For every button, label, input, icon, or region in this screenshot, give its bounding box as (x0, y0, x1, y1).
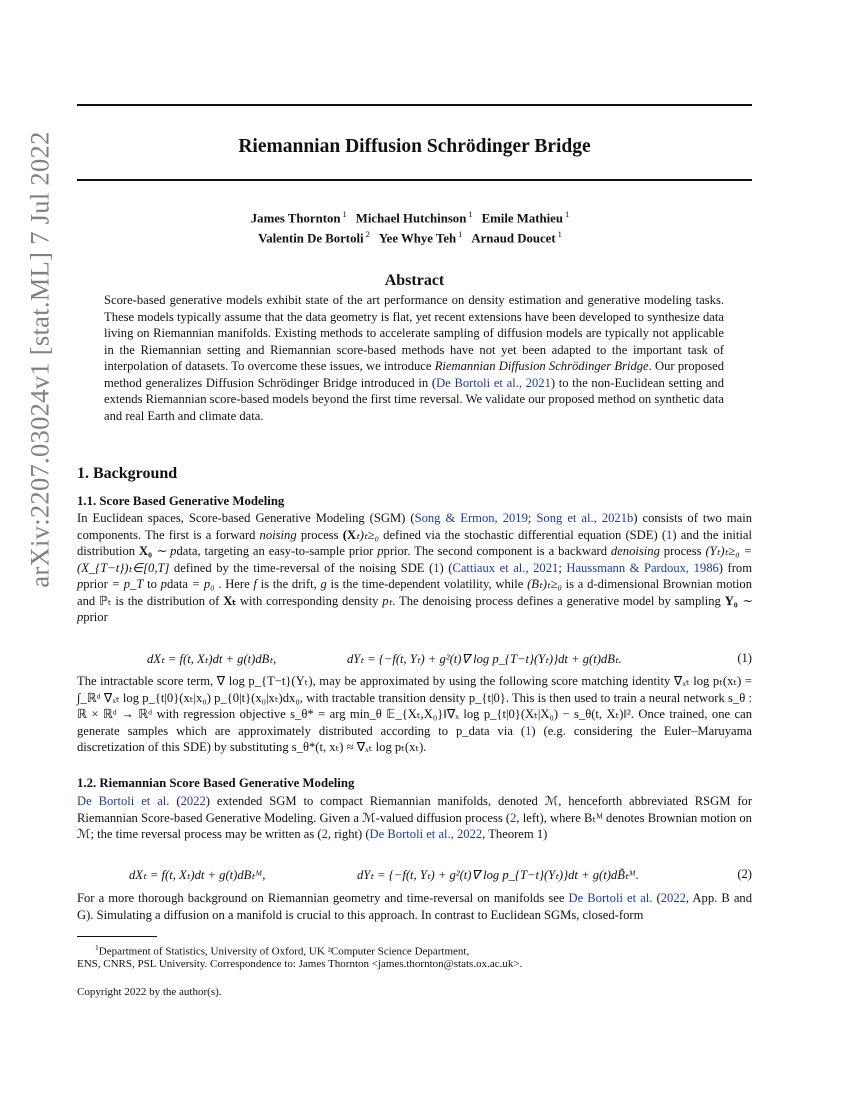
footnote-rule (77, 936, 157, 937)
citation-link[interactable]: Cattiaux et al., 2021 (452, 560, 559, 575)
author-name: Yee Whye Teh (378, 231, 457, 246)
paragraph-text: p (160, 577, 167, 592)
author-affiliation-mark: 1 (564, 209, 570, 219)
citation-link[interactable]: 1 (666, 527, 673, 542)
emphasis-text: Riemannian Diffusion Schrödinger Bridge (434, 359, 649, 374)
paragraph-text: = p₀ (187, 577, 215, 592)
paragraph-text: prior (383, 544, 408, 559)
paragraph-text: , targeting an easy-to-sample prior (197, 544, 378, 559)
equation-1-number: (1) (737, 651, 752, 665)
author-name: James Thornton (250, 211, 341, 226)
paragraph-text: (X (342, 527, 357, 542)
emphasis-text: denoising (610, 544, 660, 559)
paragraph-text: Xₜ (223, 593, 237, 608)
author-affiliation-mark: 1 (458, 229, 463, 239)
paragraph-text: pₜ (382, 593, 393, 608)
citation-link[interactable]: Song et al., 2021b (536, 511, 634, 525)
paragraph-text: defined via the stochastic differential equation (SDE) ( (378, 527, 667, 542)
copyright-notice: Copyright 2022 by the author(s). (77, 986, 222, 998)
author-affiliation-mark: 1 (468, 209, 473, 219)
paragraph-text: ) to the non-Euclidean setting and extends Riemannian score-based models beyond the first time reversal. We validate our proposed method on synthetic data and real Earth and climate data. (104, 375, 724, 423)
paragraph-text: , App. B and G). Simulating a diffusion on a manifold is crucial to this approach. In contrast to Euclidean SGMs, closed-form (77, 891, 753, 922)
paragraph-text: Y₀ (724, 593, 738, 608)
abstract-text (104, 292, 724, 424)
footnote-mark: 1 (95, 943, 99, 952)
footnote-affiliations: Department of Statistics, University of Oxford, UK ²Computer Science Department, (98, 945, 470, 958)
paragraph-text: prior (83, 577, 108, 592)
citation-link[interactable]: 1 (525, 723, 532, 738)
paragraph-text: ∼ p (77, 593, 753, 625)
equation-1-forward: dXₜ = f(t, Xₜ)dt + g(t)dBₜ, (147, 652, 277, 666)
paragraph-text: ) (e.g. considering the Euler–Maruyama discretization of this SDE) by substituting s_θ*(t, xₜ) ≈ ∇ₓₜ log pₜ(xₜ). (77, 723, 752, 755)
paragraph-text: p (77, 577, 84, 592)
paragraph-text: , Theorem 1) (482, 827, 548, 842)
paragraph-text: ) consists of two main components. The first is a forward (77, 511, 752, 542)
citation-link[interactable]: 2 (321, 827, 328, 842)
equation-1 (77, 651, 752, 669)
paragraph-text: defined by the time-reversal of the noising SDE ( (169, 560, 434, 575)
paragraph-text: data (176, 544, 198, 559)
paragraph-sgm (77, 510, 752, 626)
paragraph-text: (Yₜ)ₜ≥₀ = (X_{T−t})ₜ∈[0,T] (77, 544, 752, 575)
paragraph-text: to (143, 577, 161, 592)
paragraph-text: process (296, 527, 343, 542)
equation-2-number: (2) (737, 867, 752, 881)
citation-link[interactable]: De Bortoli et al. (568, 891, 653, 905)
citation-link[interactable]: Haussmann & Pardoux, 1986 (566, 560, 719, 575)
paragraph-text: (Bₜ)ₜ≥₀ (527, 577, 562, 592)
equation-2 (77, 867, 752, 885)
footnote-correspondence: ENS, CNRS, PSL University. Correspondence to: James Thornton <james.thornton@stats.ox.ac.uk>. (77, 958, 523, 970)
paragraph-background-refs (77, 890, 752, 923)
paragraph-text: is the time-dependent volatility, while (326, 577, 528, 592)
paragraph-text: . Our proposed method generalizes Diffusion Schrödinger Bridge introduced in ( (104, 359, 724, 390)
paragraph-text: is the drift, (256, 577, 321, 592)
paragraph-text: . Here (214, 577, 254, 592)
paragraph-text: , right) ( (327, 827, 370, 842)
paragraph-text: ( (169, 794, 181, 808)
top-rule (77, 104, 752, 106)
citation-link[interactable]: De Bortoli et al., 2022 (369, 827, 483, 842)
paragraph-text: ; (558, 560, 567, 575)
paragraph-text: data (166, 577, 188, 592)
paragraph-text: The intractable score term, ∇ log p_{T−t}(Yₜ), may be approximated by using the following score matching identity ∇ₓₜ log pₜ(xₜ) = ∫_ℝᵈ ∇ₓₜ log p_{t|0}(xₜ|x₀) p_{0|t}(x₀|xₜ)dx₀, with tractable transition density p_{t|0}. This is then used to train a neural network s_θ : ℝ × ℝᵈ → ℝᵈ with regression objective s_θ* = arg min_θ 𝔼_{Xₜ,X₀}‖∇ₓ log p_{t|0}(Xₜ|X₀) − s_θ(t, Xₜ)‖². Once trained, one can generate samples which are approximately distributed according to p_data via ( (77, 674, 752, 738)
citation-link[interactable]: Song & Ermon, 2019 (414, 511, 528, 525)
author-name: Valentin De Bortoli (258, 231, 364, 246)
author-affiliation-mark: 1 (557, 229, 562, 239)
paragraph-text: ; (527, 511, 537, 525)
paragraph-text: For a more thorough background on Riemannian geometry and time-reversal on manifolds see (77, 891, 569, 905)
paragraph-text: ₜ)ₜ≥₀ (356, 527, 379, 542)
author-name: Emile Mathieu (481, 211, 563, 226)
author-name: Arnaud Doucet (471, 231, 556, 246)
emphasis-text: noising (259, 527, 297, 542)
author-affiliation-mark: 2 (365, 229, 370, 239)
equation-2-reverse: dYₜ = {−f(t, Yₜ) + g²(t)∇ log p_{T−t}(Yₜ)}dt + g(t)dB̃ₜᴹ. (357, 868, 639, 882)
citation-link[interactable]: 1 (433, 560, 440, 575)
paragraph-score-matching (77, 673, 752, 756)
subsection-heading-rsgm: 1.2. Riemannian Score Based Generative Modeling (77, 776, 355, 790)
paragraph-text: ) and the initial distribution (77, 527, 752, 559)
authors-line-1 (77, 209, 752, 226)
paragraph-text: ∼ p (151, 544, 177, 559)
paragraph-text: prior (83, 610, 108, 625)
author-affiliation-mark: 1 (342, 209, 347, 219)
section-heading-background: 1. Background (77, 465, 178, 482)
paragraph-rsgm (77, 793, 752, 843)
paragraph-text: g (320, 577, 327, 592)
citation-link[interactable]: De Bortoli et al. (77, 794, 170, 808)
paragraph-text: process (659, 544, 706, 559)
paragraph-text: , left), where Bₜᴹ denotes Brownian motion on ℳ; the time reversal process may be written as ( (77, 810, 752, 842)
paragraph-text: ) extended SGM to compact Riemannian manifolds, denoted ℳ, henceforth abbreviated RSGM for Riemannian Score-based Generative Modeling. Given a ℳ-valued diffusion process ( (77, 794, 753, 825)
authors-line-2 (77, 229, 752, 246)
equation-2-forward: dXₜ = f(t, Xₜ)dt + g(t)dBₜᴹ, (129, 868, 266, 882)
abstract-heading: Abstract (384, 272, 445, 289)
paper-title: Riemannian Diffusion Schrödinger Bridge (238, 136, 591, 157)
paragraph-text: In Euclidean spaces, Score-based Generative Modeling (SGM) ( (77, 511, 415, 525)
paragraph-text: ) from (718, 560, 752, 575)
paragraph-text: . The denoising process defines a generative model by sampling (392, 593, 725, 608)
author-name: Michael Hutchinson (355, 211, 467, 226)
citation-link[interactable]: 2022 (660, 891, 686, 905)
equation-1-reverse: dYₜ = {−f(t, Yₜ) + g²(t)∇ log p_{T−t}(Yₜ)}dt + g(t)dBₜ. (347, 652, 622, 666)
paragraph-text: . The second component is a backward (407, 544, 611, 559)
paragraph-text: ( (652, 891, 661, 905)
subsection-heading-sgm: 1.1. Score Based Generative Modeling (77, 494, 285, 508)
citation-link[interactable]: 2022 (180, 794, 206, 808)
paragraph-text: p (377, 544, 384, 559)
citation-link[interactable]: 2 (510, 810, 517, 825)
paragraph-text: Score-based generative models exhibit state of the art performance on density estimation and generative modeling tasks. These models typically assume that the data geometry is flat, yet recent extensions have been developed to synthesize data living on Riemannian manifolds. Existing methods to accelerate sampling of diffusion models are typically not applicable in the Riemannian setting and Riemannian score-based methods have not yet been adapted to the important task of interpolation of datasets. To overcome these issues, we introduce (104, 293, 724, 374)
paragraph-text: = p_T (107, 577, 144, 592)
paragraph-text: f (253, 577, 257, 592)
paragraph-text: X₀ (138, 544, 152, 559)
arxiv-identifier-watermark: arXiv:2207.03024v1 [stat.ML] 7 Jul 2022 (24, 131, 55, 588)
paragraph-text: ) ( (439, 560, 453, 575)
paragraph-text: is a d-dimensional Brownian motion and ℙₜ is the distribution of (77, 577, 753, 608)
paragraph-text: with corresponding density (236, 593, 383, 608)
citation-link[interactable]: De Bortoli et al., 2021 (436, 375, 551, 390)
title-bottom-rule (77, 179, 752, 181)
